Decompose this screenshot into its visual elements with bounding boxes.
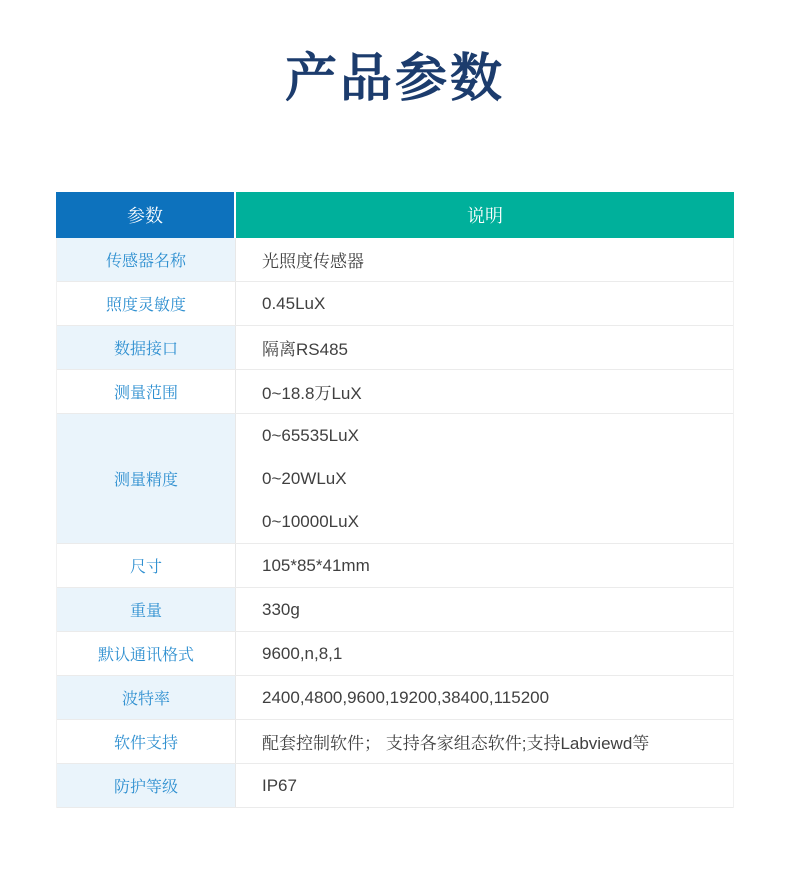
table-row xyxy=(57,414,733,544)
product-spec-table xyxy=(56,192,734,808)
value-line: 0~20WLuX xyxy=(262,468,347,488)
value-line: 9600,n,8,1 xyxy=(262,643,343,663)
table-row xyxy=(57,632,733,676)
table-row xyxy=(57,370,733,414)
value-cell xyxy=(236,588,733,631)
value-cell xyxy=(236,676,733,719)
table-row xyxy=(57,544,733,588)
param-cell: 尺寸 xyxy=(57,544,236,587)
value-cell xyxy=(236,326,733,369)
param-cell: 数据接口 xyxy=(57,326,236,369)
header-cell-desc: 说明 xyxy=(236,192,734,238)
value-line: 0~65535LuX xyxy=(262,425,359,445)
param-cell: 波特率 xyxy=(57,676,236,719)
value-cell xyxy=(236,764,733,807)
param-cell: 防护等级 xyxy=(57,764,236,807)
param-cell: 测量范围 xyxy=(57,370,236,413)
param-cell: 默认通讯格式 xyxy=(57,632,236,675)
table-row xyxy=(57,720,733,764)
header-cell-param: 参数 xyxy=(56,192,236,238)
param-cell: 软件支持 xyxy=(57,720,236,763)
value-cell xyxy=(236,632,733,675)
param-cell: 传感器名称 xyxy=(57,238,236,281)
value-cell xyxy=(236,414,733,543)
table-row xyxy=(57,282,733,326)
value-line: 330g xyxy=(262,599,300,619)
value-line: 2400,4800,9600,19200,38400,115200 xyxy=(262,687,550,707)
table-row xyxy=(57,238,733,282)
value-line: 0~18.8万LuX xyxy=(262,384,362,403)
value-cell xyxy=(236,720,733,763)
value-cell xyxy=(236,544,733,587)
table-header-row xyxy=(56,192,734,238)
value-line: 105*85*41mm xyxy=(262,555,370,575)
table-row xyxy=(57,326,733,370)
value-cell xyxy=(236,238,733,281)
param-cell: 照度灵敏度 xyxy=(57,282,236,325)
table-row xyxy=(57,676,733,720)
value-line: 0~10000LuX xyxy=(262,511,359,531)
table-body xyxy=(56,238,734,808)
value-line: 光照度传感器 xyxy=(262,252,364,271)
table-row xyxy=(57,764,733,808)
param-cell: 重量 xyxy=(57,588,236,631)
table-row xyxy=(57,588,733,632)
value-line: 配套控制软件； 支持各家组态软件;支持Labviewd等 xyxy=(262,734,650,753)
value-line: 0.45LuX xyxy=(262,293,326,313)
param-cell: 测量精度 xyxy=(57,414,236,543)
value-line: 隔离RS485 xyxy=(262,340,348,359)
value-line: IP67 xyxy=(262,775,297,795)
value-cell xyxy=(236,370,733,413)
page-title: 产品参数 xyxy=(284,50,505,108)
value-cell xyxy=(236,282,733,325)
